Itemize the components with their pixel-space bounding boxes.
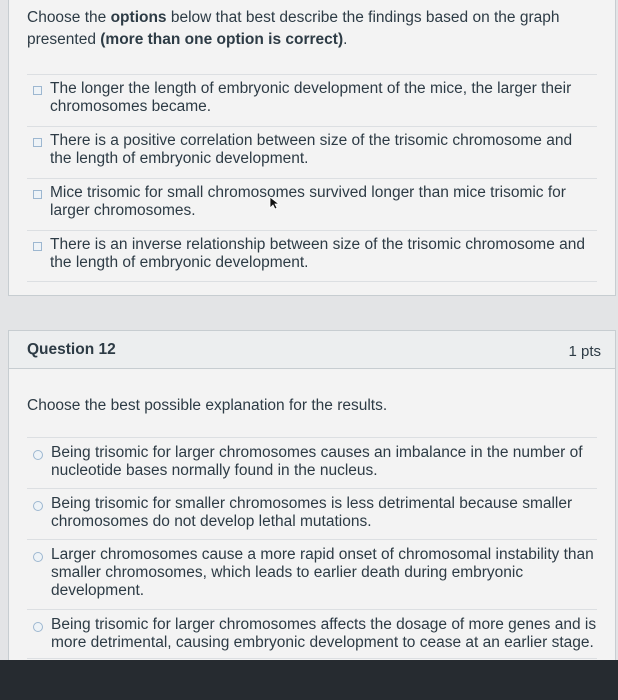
answer-label: Larger chromosomes cause a more rapid onset of chromosomal instability than smaller chromosomes, which leads to earlier death during embryonic development.: [51, 546, 594, 599]
question-11-answers: [27, 74, 597, 282]
question-12-panel: [8, 330, 616, 700]
mouse-cursor-icon: [269, 196, 281, 210]
prompt-bold-note: (more than one option is correct): [100, 31, 344, 48]
radio-icon[interactable]: [33, 622, 43, 632]
prompt-text: Choose the: [27, 9, 111, 26]
checkbox-icon[interactable]: [33, 242, 42, 251]
answer-label: Being trisomic for larger chromosomes causes an imbalance in the number of nucleotide bases normally found in the nucleus.: [51, 444, 583, 479]
answer-label: Being trisomic for smaller chromosomes is less detrimental because smaller chromosomes do not develop lethal mutations.: [51, 495, 573, 530]
answer-label: Mice trisomic for small chromosomes survived longer than mice trisomic for larger chromosomes.: [50, 184, 566, 219]
answer-option[interactable]: [27, 230, 597, 282]
prompt-text: below that best describe the findings based on the graph presented: [27, 9, 560, 48]
checkbox-icon[interactable]: [33, 138, 42, 147]
radio-icon[interactable]: [33, 501, 43, 511]
answer-option[interactable]: [27, 539, 597, 609]
question-11-panel: [8, 0, 616, 296]
question-title: Question 12: [27, 341, 116, 358]
checkbox-icon[interactable]: [33, 86, 42, 95]
answer-label: There is a positive correlation between size of the trisomic chromosome and the length of embryonic development.: [50, 132, 573, 167]
answer-option[interactable]: [27, 178, 597, 230]
question-header: [9, 331, 615, 369]
question-12-answers: [27, 437, 597, 659]
question-points: 1 pts: [568, 343, 601, 360]
answer-label: There is an inverse relationship between size of the trisomic chromosome and the length of embryonic development.: [50, 236, 586, 271]
answer-option[interactable]: [27, 609, 597, 659]
question-12-prompt: Choose the best possible explanation for the results.: [27, 397, 388, 414]
answer-option[interactable]: [27, 126, 597, 178]
answer-option[interactable]: [27, 437, 597, 488]
prompt-text: .: [343, 31, 348, 48]
answer-label: The longer the length of embryonic development of the mice, the larger their chromosomes became.: [50, 80, 572, 115]
answer-option[interactable]: [27, 74, 597, 126]
radio-icon[interactable]: [33, 552, 43, 562]
radio-icon[interactable]: [33, 450, 43, 460]
checkbox-icon[interactable]: [33, 190, 42, 199]
prompt-bold-options: options: [110, 9, 167, 26]
bottom-dark-bar: [0, 660, 618, 700]
question-11-prompt: [27, 7, 587, 51]
answer-option[interactable]: [27, 488, 597, 539]
answer-label: Being trisomic for larger chromosomes affects the dosage of more genes and is more detrimental, causing embryonic development to cease at an earlier stage.: [51, 616, 597, 651]
